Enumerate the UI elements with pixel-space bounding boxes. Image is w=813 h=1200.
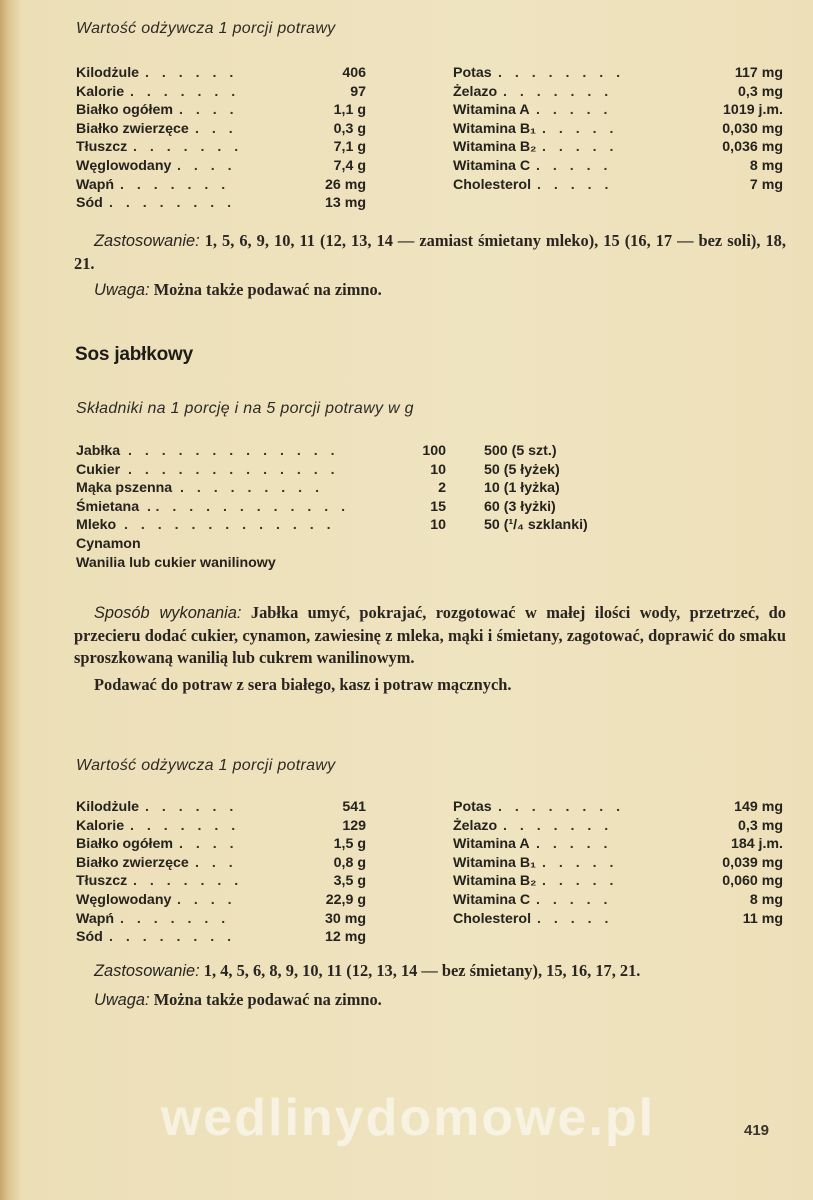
nutrient-name: Białko zwierzęce xyxy=(76,120,189,137)
nutrient-value: 7,1 g xyxy=(333,139,366,156)
leader-dots: . . . . . . . xyxy=(133,873,243,890)
nutrient-row xyxy=(453,101,783,120)
nutrient-row xyxy=(453,817,783,836)
nutrient-value: 0,3 mg xyxy=(738,83,783,100)
leader-dots: . . . . . . . . xyxy=(498,799,625,815)
leader-dots: . . . xyxy=(195,120,238,137)
ingredients-table xyxy=(76,442,676,572)
nutrient-name: Potas xyxy=(453,65,492,81)
nutrient-row xyxy=(76,157,376,176)
nutrient-name: Witamina B₂ xyxy=(453,873,537,890)
nutrient-value: 117 mg xyxy=(734,65,783,81)
nutrient-row xyxy=(76,176,376,195)
nutrient-row xyxy=(453,157,783,176)
nutrient-name: Sód xyxy=(76,195,103,212)
nutrient-value: 0,060 mg xyxy=(722,873,783,890)
ingredient-row xyxy=(76,516,676,535)
nutrient-value: 8 mg xyxy=(749,157,783,174)
ingredients-label: Składniki na 1 porcję i na 5 porcji potrawy w g xyxy=(76,400,414,417)
nutrition-table-1-right xyxy=(453,64,783,194)
zastosowanie-2-label: Zastosowanie: xyxy=(94,962,200,980)
ingredient-name: Jabłka xyxy=(76,443,121,459)
nutrient-row xyxy=(453,872,783,891)
zastosowanie-1-text: 1, 5, 6, 9, 10, 11 (12, 13, 14 — zamiast śmietany mleko), 15 (16, 17 — bez soli), 18, 21. xyxy=(74,231,786,273)
leader-dots: . . . . . . xyxy=(145,65,238,81)
nutrient-row xyxy=(453,891,783,910)
amount-five-portions: 500 (5 szt.) xyxy=(484,443,557,459)
serve-text: Podawać do potraw z sera białego, kasz i potraw mącznych. xyxy=(94,674,512,694)
amount-five-portions: 50 (¹/₄ szklanki) xyxy=(484,517,588,534)
leader-dots: . . . . . xyxy=(536,836,612,853)
nutrient-row xyxy=(453,138,783,157)
nutrient-row xyxy=(76,138,376,157)
ingredient-name: Cukier xyxy=(76,461,121,478)
nutrient-value: 406 xyxy=(342,65,366,81)
nutrient-name: Cholesterol xyxy=(453,176,532,193)
amount-one-portion: 15 xyxy=(430,498,446,515)
nutrient-row xyxy=(76,872,376,891)
nutrient-row xyxy=(453,835,783,854)
nutrient-name: Witamina A xyxy=(453,102,530,119)
nutrient-value: 541 xyxy=(342,799,366,815)
nutrient-name: Białko zwierzęce xyxy=(76,854,189,871)
leader-dots: . . . . . . . . . . . . . xyxy=(128,443,340,459)
zastosowanie-1-label: Zastosowanie: xyxy=(94,232,200,250)
nutrient-name: Żelazo xyxy=(453,817,498,834)
nutrient-value: 26 mg xyxy=(324,176,366,193)
amount-five-portions: 10 (1 łyżka) xyxy=(484,480,560,497)
nutrient-row xyxy=(76,101,376,120)
nutrient-row xyxy=(76,64,376,83)
nutrient-row xyxy=(76,928,376,947)
leader-dots: . . . . . xyxy=(542,854,618,871)
nutrient-value: 13 mg xyxy=(324,195,366,212)
nutrient-name: Węglowodany xyxy=(76,157,172,174)
nutrient-value: 184 j.m. xyxy=(730,836,783,853)
nutrient-value: 7 mg xyxy=(749,176,783,193)
nutrient-value: 149 mg xyxy=(734,799,783,815)
nutrient-row xyxy=(76,798,376,817)
nutrient-value: 129 xyxy=(342,817,366,834)
nutrient-value: 0,3 mg xyxy=(738,817,783,834)
leader-dots: . . . . xyxy=(179,102,239,119)
nutrient-name: Cholesterol xyxy=(453,910,532,927)
ingredient-row xyxy=(76,498,676,517)
nutrient-name: Witamina B₁ xyxy=(453,120,536,137)
ingredient-name: Mleko xyxy=(76,517,117,534)
leader-dots: . . . . . xyxy=(542,873,618,890)
nutrient-value: 22,9 g xyxy=(325,891,366,908)
leader-dots: .. . . . . . . . . . . . xyxy=(147,498,350,515)
leader-dots: . . . . xyxy=(177,157,237,174)
leader-dots: . . . . xyxy=(177,891,237,908)
nutrient-value: 3,5 g xyxy=(333,873,366,890)
nutrient-value: 1,1 g xyxy=(333,102,366,119)
nutrient-name: Witamina B₁ xyxy=(453,854,536,871)
nutrient-row xyxy=(76,891,376,910)
leader-dots: . . . . . . . . . . . . . xyxy=(128,461,340,478)
amount-one-portion: 10 xyxy=(430,461,446,478)
nutrient-row xyxy=(453,854,783,873)
nutrient-row xyxy=(76,83,376,102)
zastosowanie-2 xyxy=(74,960,786,1011)
zastosowanie-1 xyxy=(74,230,786,302)
nutrient-name: Kalorie xyxy=(76,817,125,834)
nutrient-name: Wapń xyxy=(76,910,115,927)
uwaga-2-text: Można także podawać na zimno. xyxy=(153,989,382,1009)
nutrient-row xyxy=(76,835,376,854)
nutrient-value: 1019 j.m. xyxy=(723,102,783,119)
leader-dots: . . . . . xyxy=(536,157,612,174)
nutrient-row xyxy=(453,83,783,102)
nutrient-name: Tłuszcz xyxy=(76,873,128,890)
leader-dots: . . . . . . . . . xyxy=(180,480,324,497)
nutrient-value: 0,8 g xyxy=(333,854,366,871)
nutrient-row xyxy=(76,817,376,836)
leader-dots: . . . . . . . xyxy=(503,83,613,100)
leader-dots: . . . . . . . . . . . . . xyxy=(124,517,336,534)
method-text: Jabłka umyć, pokrajać, rozgotować w małej ilości wody, przetrzeć, do przecieru dodać cukier, cynamon, zawiesinę z mleka, mąki i śmietany, zagotować, doprawić do smaku sproszkowaną wanilią lub cukrem wanilinowym. xyxy=(74,603,786,667)
method xyxy=(74,602,786,696)
nutrition-table-2-right xyxy=(453,798,783,928)
leader-dots: . . . . . xyxy=(542,120,618,137)
zastosowanie-2-text: 1, 4, 5, 6, 8, 9, 10, 11 (12, 13, 14 — bez śmietany), 15, 16, 17, 21. xyxy=(203,961,641,980)
nutrient-name: Kilodżule xyxy=(76,799,140,815)
ingredient-row xyxy=(76,535,676,554)
nutrition-label-1: Wartość odżywcza 1 porcji potrawy xyxy=(76,20,336,37)
ingredient-row xyxy=(76,442,676,461)
nutrient-value: 12 mg xyxy=(324,929,366,946)
nutrient-value: 7,4 g xyxy=(333,157,366,174)
nutrient-name: Żelazo xyxy=(453,83,498,100)
nutrient-value: 8 mg xyxy=(749,891,783,908)
nutrient-value: 30 mg xyxy=(324,910,366,927)
nutrient-row xyxy=(453,176,783,195)
leader-dots: . . . . . . . . xyxy=(109,195,236,212)
page-number: 419 xyxy=(744,1122,770,1139)
nutrient-name: Potas xyxy=(453,799,492,815)
nutrient-name: Witamina A xyxy=(453,836,530,853)
nutrient-name: Białko ogółem xyxy=(76,102,173,119)
nutrient-value: 97 xyxy=(350,83,366,100)
nutrient-value: 0,030 mg xyxy=(722,120,783,137)
nutrient-name: Kalorie xyxy=(76,83,125,100)
nutrient-name: Kilodżule xyxy=(76,65,140,81)
amount-five-portions: 60 (3 łyżki) xyxy=(484,498,556,515)
leader-dots: . . . . . . xyxy=(145,799,238,815)
leader-dots: . . . . . . . xyxy=(120,910,230,927)
nutrient-name: Witamina C xyxy=(453,891,531,908)
ingredient-name: Śmietana xyxy=(76,498,140,515)
nutrient-row xyxy=(453,120,783,139)
nutrient-row xyxy=(76,854,376,873)
nutrient-row xyxy=(76,120,376,139)
nutrient-row xyxy=(453,798,783,817)
leader-dots: . . . . . . . . xyxy=(109,929,236,946)
nutrient-name: Tłuszcz xyxy=(76,139,128,156)
nutrient-name: Witamina C xyxy=(453,157,531,174)
leader-dots: . . . . . xyxy=(537,176,613,193)
leader-dots: . . . xyxy=(195,854,238,871)
amount-one-portion: 2 xyxy=(438,480,446,497)
uwaga-1-text: Można także podawać na zimno. xyxy=(153,280,382,299)
watermark: wedlinydomowe.pl xyxy=(160,1089,656,1147)
nutrition-table-1-left xyxy=(76,64,376,213)
leader-dots: . . . . . xyxy=(536,891,612,908)
leader-dots: . . . . . xyxy=(536,102,612,119)
leader-dots: . . . . . . . xyxy=(503,817,613,834)
ingredient-row xyxy=(76,554,676,573)
amount-one-portion: 10 xyxy=(430,517,446,534)
nutrition-label-2: Wartość odżywcza 1 porcji potrawy xyxy=(76,757,336,774)
ingredient-name: Cynamon xyxy=(76,535,141,552)
leader-dots: . . . . . xyxy=(537,910,613,927)
nutrient-value: 0,039 mg xyxy=(722,854,783,871)
leader-dots: . . . . . . . . xyxy=(498,65,625,81)
nutrient-row xyxy=(76,910,376,929)
nutrient-value: 1,5 g xyxy=(333,836,366,853)
ingredient-name: Mąka pszenna xyxy=(76,480,173,497)
ingredient-name: Wanilia lub cukier wanilinowy xyxy=(76,554,276,571)
uwaga-1-label: Uwaga: xyxy=(94,281,150,299)
nutrient-row xyxy=(76,194,376,213)
nutrient-name: Sód xyxy=(76,929,103,946)
amount-five-portions: 50 (5 łyżek) xyxy=(484,461,560,478)
leader-dots: . . . . . . . xyxy=(130,83,240,100)
ingredient-row xyxy=(76,461,676,480)
nutrient-value: 11 mg xyxy=(742,910,783,927)
nutrient-row xyxy=(453,64,783,83)
nutrient-name: Witamina B₂ xyxy=(453,139,537,156)
nutrient-value: 0,3 g xyxy=(333,120,366,137)
nutrient-name: Wapń xyxy=(76,176,115,193)
method-label: Sposób wykonania: xyxy=(94,604,242,622)
leader-dots: . . . . . . . xyxy=(120,176,230,193)
ingredient-row xyxy=(76,479,676,498)
nutrient-name: Węglowodany xyxy=(76,891,172,908)
leader-dots: . . . . . . . xyxy=(130,817,240,834)
nutrition-table-2-left xyxy=(76,798,376,947)
leader-dots: . . . . . xyxy=(542,139,618,156)
nutrient-row xyxy=(453,910,783,929)
nutrient-value: 0,036 mg xyxy=(722,139,783,156)
uwaga-2-label: Uwaga: xyxy=(94,990,150,1009)
leader-dots: . . . . xyxy=(179,836,239,853)
amount-one-portion: 100 xyxy=(422,443,446,459)
recipe-title: Sos jabłkowy xyxy=(75,344,193,365)
nutrient-name: Białko ogółem xyxy=(76,836,173,853)
leader-dots: . . . . . . . xyxy=(133,139,243,156)
